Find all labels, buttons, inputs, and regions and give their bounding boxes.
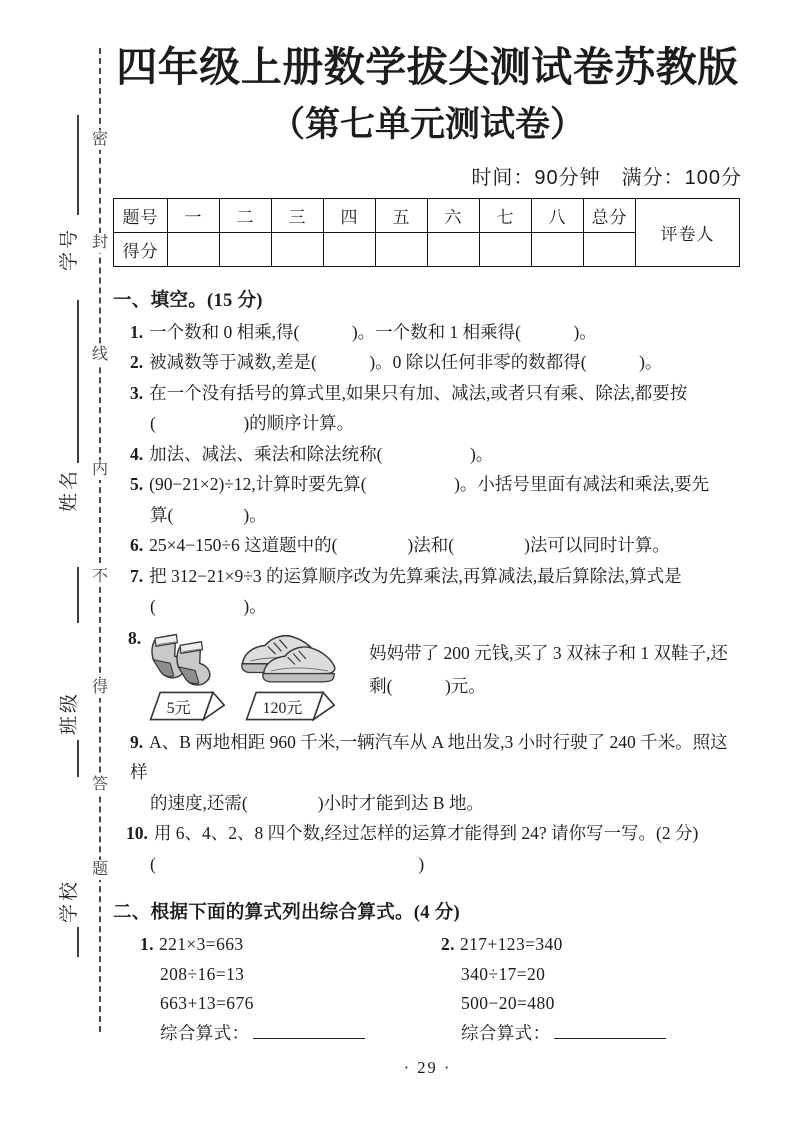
question-line: 25×4−150÷6 这道题中的( )法和( )法可以同时计算。	[149, 535, 670, 556]
question-line: A、B 两地相距 960 千米,一辆汽车从 A 地出发,3 小时行驶了 240 千米。照这样	[130, 731, 728, 783]
question-6	[113, 530, 742, 561]
page-title: 四年级上册数学拔尖测试卷苏教版	[116, 44, 739, 90]
question-line: 妈妈带了 200 元钱,买了 3 双袜子和 1 双鞋子,还	[369, 642, 728, 663]
seal-field-student-id: 学号	[59, 227, 80, 272]
question-line: 用 6、4、2、8 四个数,经过怎样的运算才能得到 24? 请你写一写。(2 分)	[153, 823, 699, 844]
question-line: (90−21×2)÷12,计算时要先算( )。小括号里面有减法和乘法,要先	[149, 474, 710, 495]
answer-label: 综合算式：	[160, 1022, 250, 1043]
question-line: ( )。	[150, 596, 267, 617]
question-line: ( )的顺序计算。	[150, 413, 355, 434]
problem-number: 1.	[140, 934, 154, 955]
question-line: 剩( )元。	[369, 675, 486, 696]
question-10	[113, 818, 742, 879]
question-line: ( )	[150, 853, 425, 874]
equation: 340÷17=20	[461, 963, 546, 984]
score-header-cell: 总分	[584, 198, 636, 232]
question-line: 在一个没有括号的算式里,如果只有加、减法,或者只有乘、除法,都要按	[149, 382, 688, 403]
seal-field-school: 学校	[59, 879, 80, 924]
question-line: 加法、减法、乘法和除法统称( )。	[149, 443, 494, 464]
price-tag	[245, 689, 339, 723]
question-line: 一个数和 0 相乘,得( )。一个数和 1 相乘得( )。	[149, 321, 597, 342]
question-8-text	[369, 625, 742, 723]
seal-char: 密	[88, 130, 112, 150]
score-table	[113, 198, 740, 267]
question-number: 3.	[130, 382, 144, 403]
question-8-pictures	[147, 625, 345, 723]
equation: 221×3=663	[158, 934, 244, 955]
seal-char: 内	[88, 460, 112, 480]
score-header-cell: 五	[376, 198, 428, 232]
section2-heading: 二、根据下面的算式列出综合算式。(4 分)	[113, 903, 460, 924]
question-number: 6.	[130, 535, 144, 556]
equation: 217+123=340	[459, 934, 563, 955]
question-number: 2.	[130, 352, 144, 373]
score-header-cell: 一	[168, 198, 220, 232]
question-line: 的速度,还需( )小时才能到达 B 地。	[150, 792, 484, 813]
question-3	[113, 378, 742, 439]
seal-blank-line	[77, 115, 79, 215]
question-7	[113, 561, 742, 622]
question-line: 把 312−21×9÷3 的运算顺序改为先算乘法,再算减法,最后算除法,算式是	[149, 565, 682, 586]
score-cell	[324, 232, 376, 266]
score-header-cell: 八	[532, 198, 584, 232]
seal-blank-line	[77, 300, 79, 463]
section1-heading: 一、填空。(15 分)	[113, 290, 263, 311]
question-line: 被减数等于减数,差是( )。0 除以任何非零的数都得( )。	[149, 352, 663, 373]
score-cell	[220, 232, 272, 266]
score-cell	[376, 232, 428, 266]
seal-blank-line	[77, 567, 79, 623]
score-cell	[532, 232, 584, 266]
question-2	[113, 347, 742, 378]
score-header-cell: 七	[480, 198, 532, 232]
section2-problems	[113, 930, 742, 1048]
seal-blank-line	[77, 740, 79, 777]
seal-dashed-line	[99, 48, 101, 1032]
score-cell	[480, 232, 532, 266]
problem-number: 2.	[441, 934, 455, 955]
seal-field-class: 班级	[59, 691, 80, 736]
seal-char: 得	[88, 678, 112, 698]
question-8	[113, 625, 742, 723]
answer-blank-line	[253, 1036, 365, 1039]
equation: 663+13=676	[160, 993, 254, 1014]
score-header-cell: 题号	[114, 198, 168, 232]
sneakers-icon	[239, 629, 345, 689]
score-header-cell-grader: 评卷人	[636, 198, 740, 266]
answer-blank-line	[554, 1036, 666, 1039]
equation: 500−20=480	[461, 993, 555, 1014]
score-header-cell: 四	[324, 198, 376, 232]
seal-char: 不	[88, 567, 112, 587]
seal-blank-line	[77, 927, 79, 957]
question-number: 7.	[130, 565, 144, 586]
question-number: 1.	[130, 321, 144, 342]
score-header-cell: 三	[272, 198, 324, 232]
score-cell	[168, 232, 220, 266]
question-4	[113, 439, 742, 470]
score-cell	[584, 232, 636, 266]
question-line: 算( )。	[150, 504, 267, 525]
exam-paper	[113, 0, 742, 1078]
score-header-cell: 六	[428, 198, 480, 232]
exam-meta: 时间：90分钟 满分：100分	[471, 166, 742, 189]
socks-price-item	[147, 625, 231, 723]
answer-label: 综合算式：	[461, 1022, 551, 1043]
price-tag-text: 5元	[166, 699, 191, 717]
question-number: 4.	[130, 443, 144, 464]
seal-char: 答	[88, 775, 112, 795]
score-row-label: 得分	[114, 232, 168, 266]
equation: 208÷16=13	[160, 963, 245, 984]
score-cell	[272, 232, 324, 266]
problem-2	[441, 930, 742, 1048]
score-cell	[428, 232, 480, 266]
shoes-price-item	[239, 629, 345, 723]
score-header-cell: 二	[220, 198, 272, 232]
price-tag-text: 120元	[262, 699, 303, 717]
price-tag	[149, 689, 229, 723]
question-number: 9.	[130, 731, 144, 752]
socks-icon	[147, 625, 231, 689]
page-number: · 29 ·	[403, 1058, 452, 1078]
question-number: 10.	[126, 823, 148, 844]
problem-1	[140, 930, 441, 1048]
question-number: 5.	[130, 474, 144, 495]
seal-char: 线	[88, 345, 112, 365]
seal-field-name: 姓名	[59, 468, 80, 513]
question-5	[113, 469, 742, 530]
seal-char: 题	[88, 860, 112, 880]
question-1	[113, 317, 742, 348]
page-subtitle: （第七单元测试卷）	[269, 105, 585, 145]
question-number: 8.	[128, 627, 142, 648]
seal-char: 封	[88, 233, 112, 253]
question-9	[113, 727, 742, 819]
